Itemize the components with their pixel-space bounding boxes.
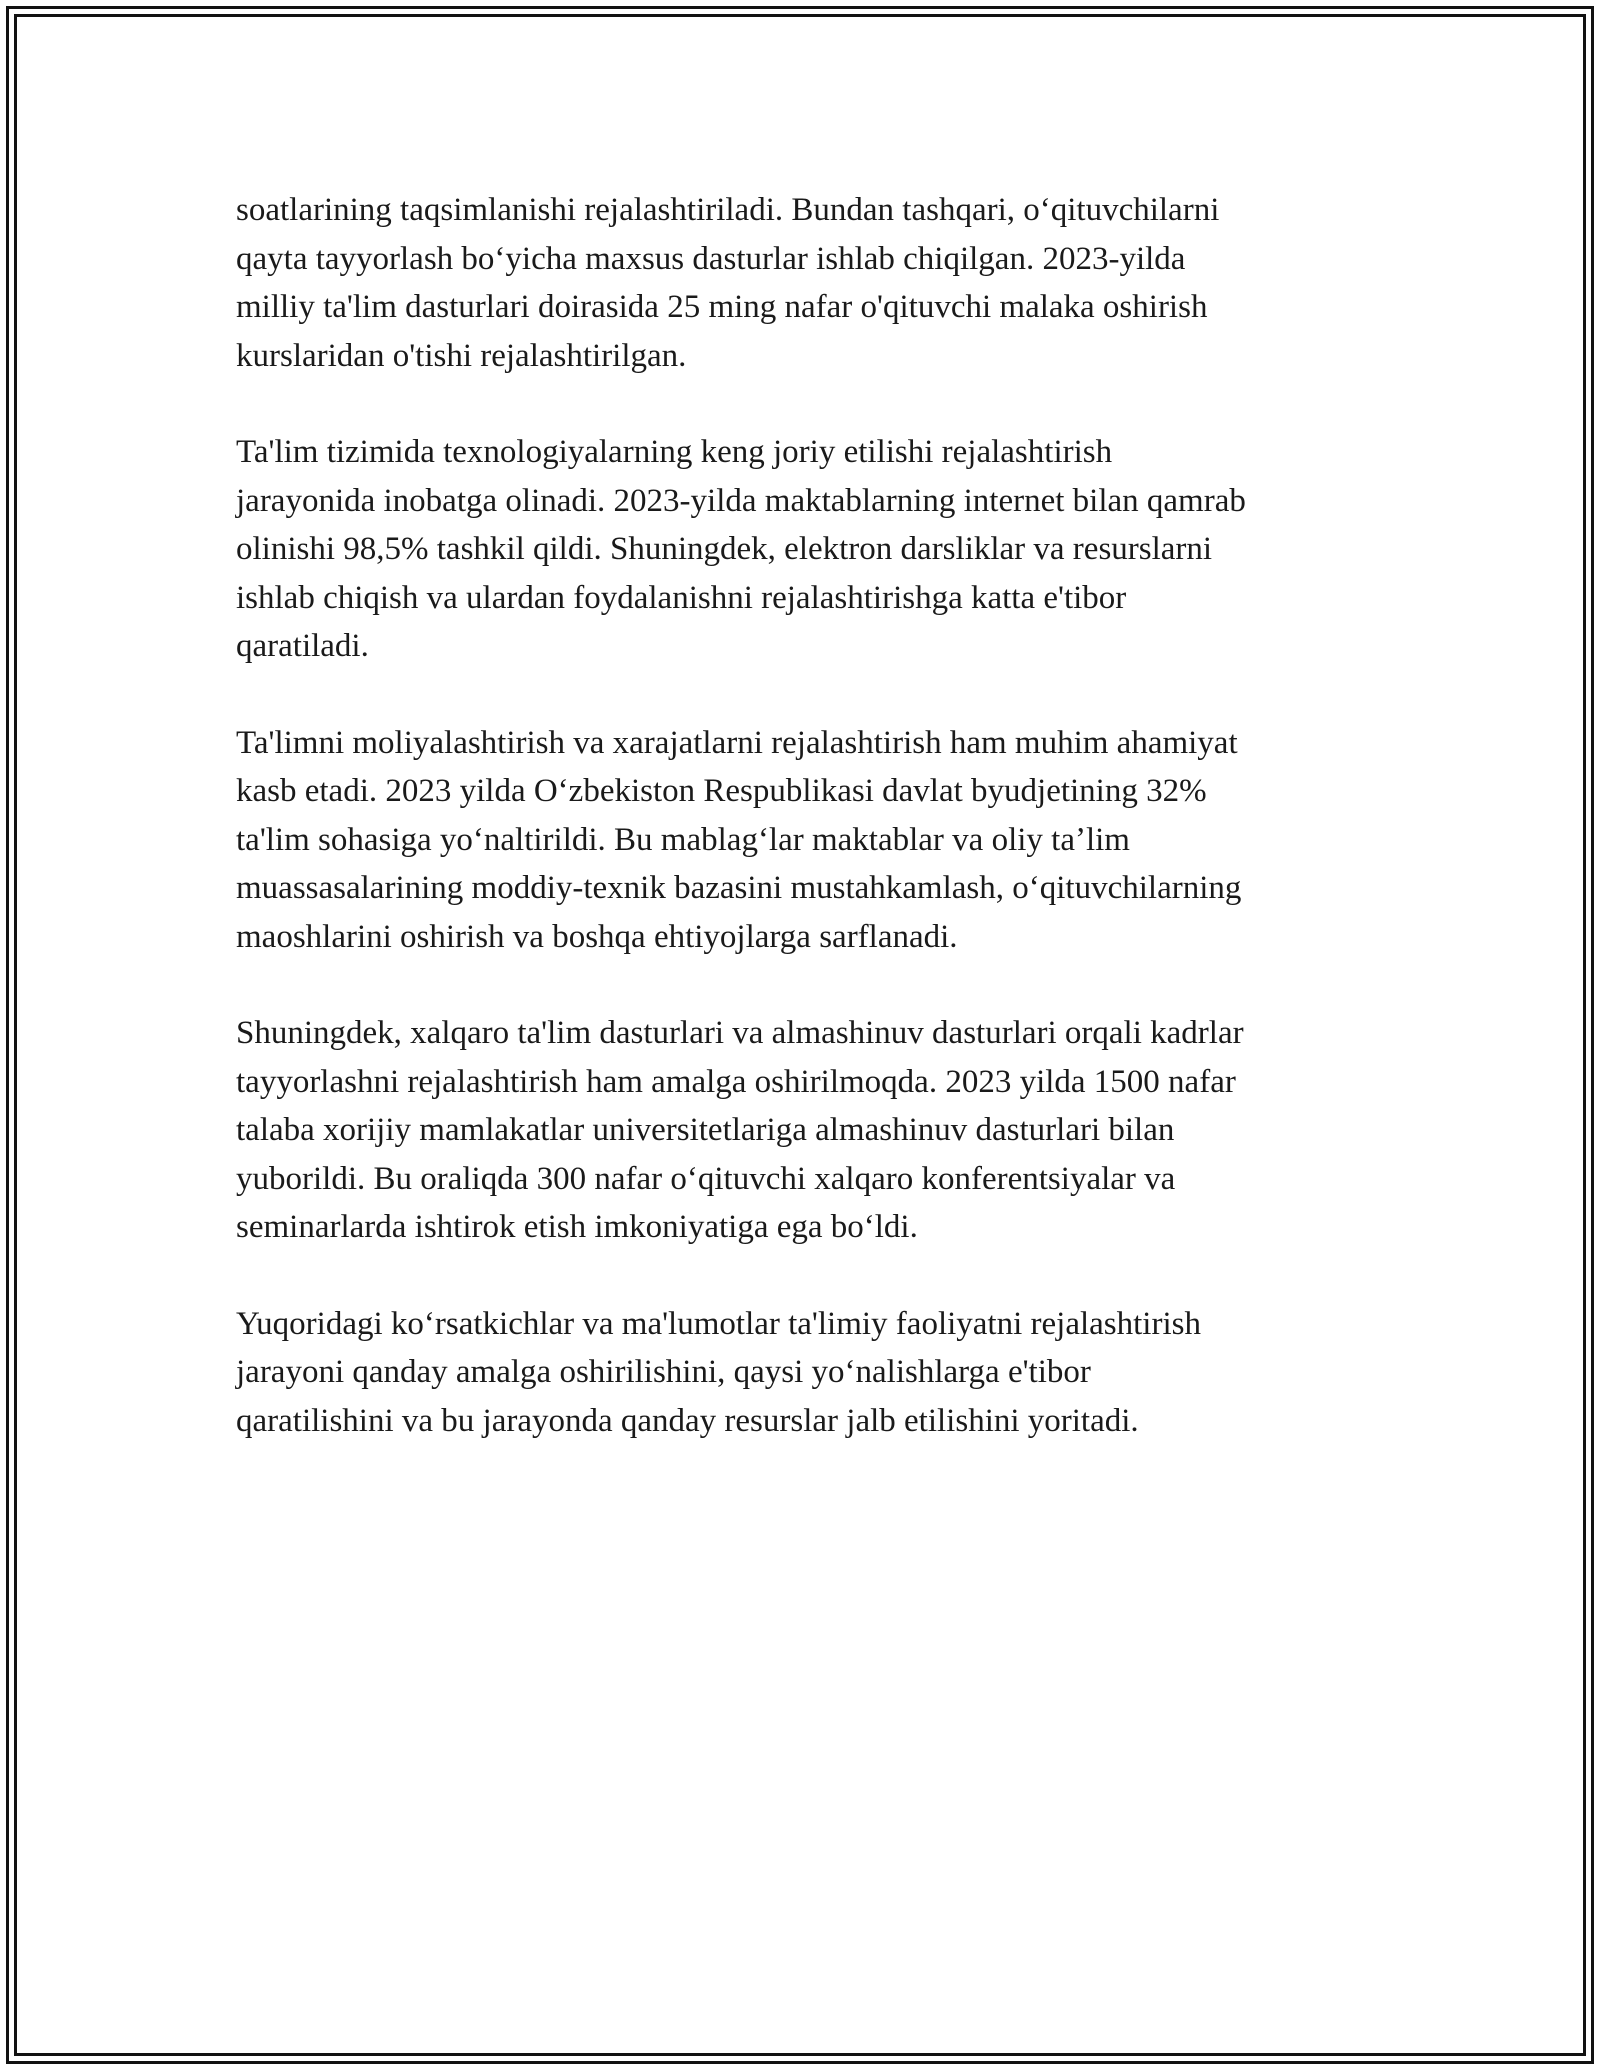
paragraph-conclusion: Yuqoridagi koʻrsatkichlar va ma'lumotlar ta'limiy faoliyatni rejalashtirish jarayoni qanday amalga oshirilishini, qaysi yoʻnalishlarga e'tibor qaratilishini va bu jarayonda qanday resurslar jalb etilishini yoritadi. bbox=[236, 1305, 1201, 1439]
paragraph-international-programs: Shuningdek, xalqaro ta'lim dasturlari va almashinuv dasturlari orqali kadrlar tayyorlashni rejalashtirish ham amalga oshirilmoqda. 2023 yilda 1500 nafar talaba xorijiy mamlakatlar universitetlariga almashinuv dasturlari bilan yuborildi. Bu oraliqda 300 nafar oʻqituvchi xalqaro konferentsiyalar va seminarlarda ishtirok etish imkoniyatiga ega boʻldi. bbox=[236, 1015, 1244, 1245]
paragraph-technology: Ta'lim tizimida texnologiyalarning keng joriy etilishi rejalashtirish jarayonida inobatga olinadi. 2023-yilda maktablarning internet bilan qamrab olinishi 98,5% tashkil qildi. Shuningdek, elektron darsliklar va resurslarni ishlab chiqish va ulardan foydalanishni rejalashtirishga katta e'tibor qaratiladi. bbox=[236, 434, 1246, 664]
document-body bbox=[236, 186, 1366, 1493]
paragraph-financing: Ta'limni moliyalashtirish va xarajatlarni rejalashtirish ham muhim ahamiyat kasb etadi. 2023 yilda Oʻzbekiston Respublikasi davlat byudjetining 32% ta'lim sohasiga yoʻnaltirildi. Bu mablagʻlar maktablar va oliy taʼlim muassasalarining moddiy-texnik bazasini mustahkamlash, oʻqituvchilarning maoshlarini oshirish va boshqa ehtiyojlarga sarflanadi. bbox=[236, 724, 1242, 955]
paragraph-teacher-training: soatlarining taqsimlanishi rejalashtiriladi. Bundan tashqari, oʻqituvchilarni qayta tayyorlash boʻyicha maxsus dasturlar ishlab chiqilgan. 2023-yilda milliy ta'lim dasturlari doirasida 25 ming nafar o'qituvchi malaka oshirish kurslaridan o'tishi rejalashtirilgan. bbox=[236, 192, 1220, 374]
